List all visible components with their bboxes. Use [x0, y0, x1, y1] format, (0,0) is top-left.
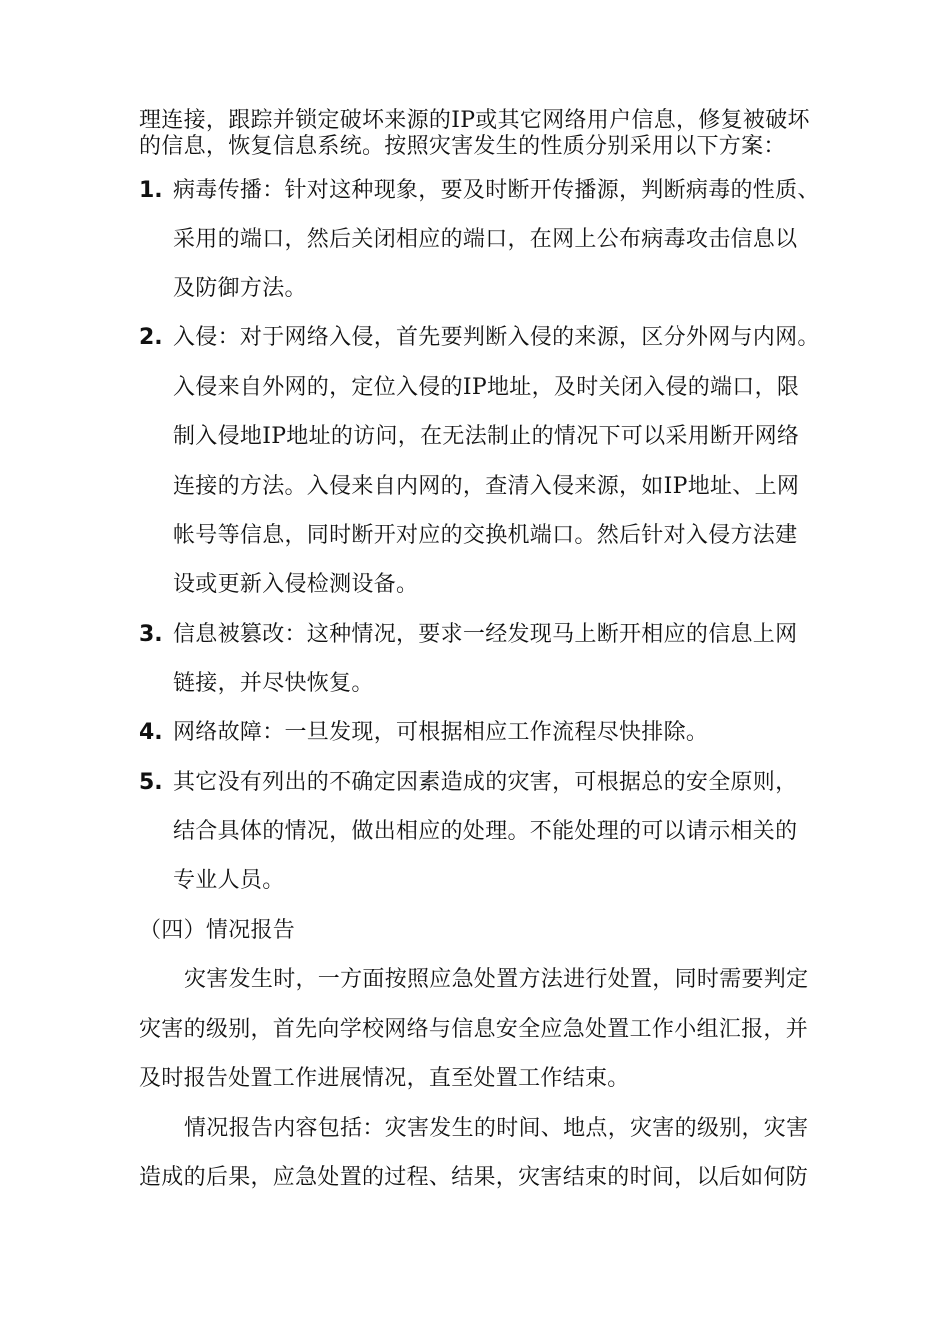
list-number: 5. — [139, 770, 163, 795]
list-number: 4. — [139, 720, 163, 745]
intro-line: 理连接，跟踪并锁定破坏来源的IP或其它网络用户信息，修复被破坏 — [139, 108, 810, 133]
paragraph-line: 灾害发生时，一方面按照应急处置方法进行处置，同时需要判定 — [184, 967, 809, 992]
list-item-line: 制入侵地IP地址的访问，在无法制止的情况下可以采用断开网络 — [173, 424, 800, 449]
paragraph-line: 造成的后果，应急处置的过程、结果，灾害结束的时间，以后如何防 — [139, 1165, 809, 1190]
list-item-line: 其它没有列出的不确定因素造成的灾害，可根据总的安全原则， — [173, 770, 798, 795]
paragraph-line: 灾害的级别，首先向学校网络与信息安全应急处置工作小组汇报，并 — [139, 1017, 809, 1042]
list-item-line: 结合具体的情况，做出相应的处理。不能处理的可以请示相关的 — [173, 819, 798, 844]
paragraph-line: 情况报告内容包括：灾害发生的时间、地点，灾害的级别，灾害 — [184, 1116, 809, 1141]
list-item-line: 链接，并尽快恢复。 — [173, 671, 374, 696]
list-number: 2. — [139, 325, 163, 350]
section-heading: （四）情况报告 — [139, 918, 296, 943]
list-item-line: 设或更新入侵检测设备。 — [173, 572, 419, 597]
list-item-line: 信息被篡改：这种情况，要求一经发现马上断开相应的信息上网 — [173, 622, 798, 647]
list-item-line: 采用的端口，然后关闭相应的端口，在网上公布病毒攻击信息以 — [173, 227, 798, 252]
list-item-line: 病毒传播：针对这种现象，要及时断开传播源，判断病毒的性质、 — [173, 178, 820, 203]
list-item-line: 帐号等信息，同时断开对应的交换机端口。然后针对入侵方法建 — [173, 523, 798, 548]
list-item-line: 及防御方法。 — [173, 276, 307, 301]
list-item-line: 连接的方法。入侵来自内网的，查清入侵来源，如IP地址、上网 — [173, 474, 800, 499]
list-item-line: 入侵来自外网的，定位入侵的IP地址，及时关闭入侵的端口，限 — [173, 375, 800, 400]
list-item-line: 专业人员。 — [173, 868, 285, 893]
list-number: 3. — [139, 622, 163, 647]
list-item-line: 网络故障：一旦发现，可根据相应工作流程尽快排除。 — [173, 720, 709, 745]
paragraph-line: 及时报告处置工作进展情况，直至处置工作结束。 — [139, 1066, 630, 1091]
list-item-line: 入侵：对于网络入侵，首先要判断入侵的来源，区分外网与内网。 — [173, 325, 820, 350]
intro-line: 的信息，恢复信息系统。按照灾害发生的性质分别采用以下方案： — [139, 134, 786, 159]
list-number: 1. — [139, 178, 163, 203]
